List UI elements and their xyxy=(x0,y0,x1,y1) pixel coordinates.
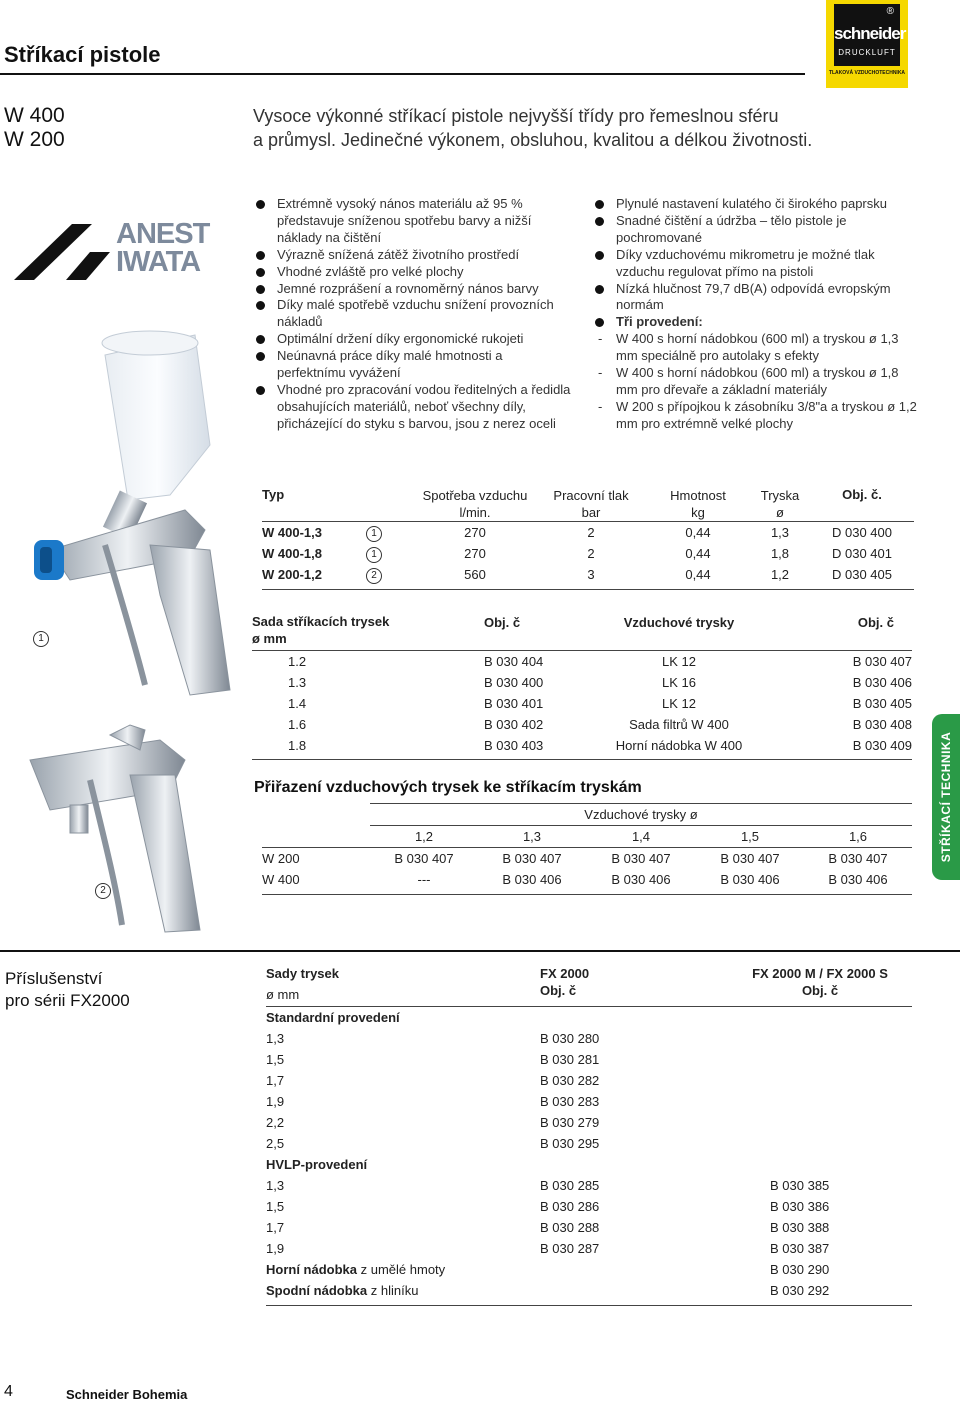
table-row: Spodní nádobka z hliníku B 030 292 xyxy=(266,1283,830,1298)
table-row: 1.3 B 030 400 LK 16 B 030 406 xyxy=(288,675,912,690)
section-side-tab: STŘÍKACÍ TECHNIKA xyxy=(932,714,960,880)
feature-list-right xyxy=(593,196,923,433)
page-number: 4 xyxy=(4,1383,13,1400)
accessories-title: Příslušenství pro sérii FX2000 xyxy=(5,969,130,1010)
col-header-order1: Obj. č xyxy=(484,615,521,630)
model-name-w400: W 400 xyxy=(4,104,65,127)
col-header-fx2000ms: FX 2000 M / FX 2000 S Obj. č xyxy=(752,966,888,998)
title-divider xyxy=(0,73,805,75)
col-header-nozzle: Tryska ø xyxy=(760,488,800,520)
figure-marker-2: 2 xyxy=(95,883,111,899)
table-row: 1,7 B 030 288 B 030 388 xyxy=(266,1220,830,1235)
col-header-pressure: Pracovní tlak bar xyxy=(553,488,629,520)
col-header-typ: Typ xyxy=(262,487,285,502)
col-header-order: Obj. č. xyxy=(842,487,882,502)
schneider-logo: ® schneider DRUCKLUFT TLAKOVÁ VZDUCHOTECHNIKA xyxy=(826,0,908,88)
col-header-set: Sada stříkacích trysek ø mm xyxy=(252,614,390,646)
list-item: Nízká hlučnost 79,7 dB(A) odpovídá evropským normám xyxy=(593,281,923,315)
list-item: Díky vzduchovému mikrometru je možné tlak vzduchu regulovat přímo na pistoli xyxy=(593,247,923,281)
product-subtitle: Vysoce výkonné stříkací pistole nejvyšší třídy pro řemeslnou sféru a průmysl. Jedinečné výkonem, obsluhou, kvalitou a délkou životnosti. xyxy=(253,106,813,150)
table-row: 1,9 B 030 283 xyxy=(266,1094,600,1109)
list-item: Extrémně vysoký nános materiálu až 95 % představuje sníženou spotřebu barvy a nižší náklady na čištění xyxy=(254,196,572,247)
spray-gun-w200-image xyxy=(10,720,250,940)
list-item: Snadné čištění a údržba – tělo pistole je pochromované xyxy=(593,213,923,247)
list-item: - W 200 s přípojkou k zásobníku 3/8"a a tryskou ø 1,2 mm pro extrémně velké plochy xyxy=(593,399,923,433)
section-divider xyxy=(0,950,960,952)
list-item: - W 400 s horní nádobkou (600 ml) a tryskou ø 1,8 mm pro dřevaře a základní materiály xyxy=(593,365,923,399)
list-item: Optimální držení díky ergonomické rukojeti xyxy=(254,331,572,348)
col-header-order2: Obj. č xyxy=(857,615,894,630)
table-row: 1,7 B 030 282 xyxy=(266,1073,600,1088)
table-row: 2,2 B 030 279 xyxy=(266,1115,600,1130)
list-item: Výrazně snížená zátěž životního prostředí xyxy=(254,247,572,264)
standard-heading: Standardní provedení xyxy=(266,1010,400,1025)
list-item: - W 400 s horní nádobkou (600 ml) a tryskou ø 1,3 mm speciálně pro autolaky s efekty xyxy=(593,331,923,365)
anest-iwata-logo: ANEST IWATA xyxy=(14,222,218,282)
feature-list-left xyxy=(254,196,572,433)
col-header-air: Vzduchové trysky xyxy=(623,615,735,630)
nozzle-table xyxy=(252,613,912,760)
table-row: 1.6 B 030 402 Sada filtrů W 400 B 030 408 xyxy=(288,717,912,732)
list-item: Jemné rozprášení a rovnoměrný nános barvy xyxy=(254,281,572,298)
list-item: Vhodné zvláště pro velké plochy xyxy=(254,264,572,281)
assignment-table xyxy=(262,803,912,895)
list-item: Vhodné pro zpracování vodou ředitelných a ředidla obsahujících materiálů, neboť všechny díly, přicházející do styku s barvou, jsou z nerez oceli xyxy=(254,382,572,433)
footer-brand: Schneider Bohemia xyxy=(66,1387,188,1402)
table-row: W 200-1,2 2 560 3 0,44 1,2 D 030 405 xyxy=(262,567,892,582)
list-item: Díky malé spotřebě vzduchu snížení provozních nákladů xyxy=(254,297,572,331)
assignment-title: Přiřazení vzduchových trysek ke stříkacím tryskám xyxy=(254,779,642,796)
col-header-set: Sady trysek ø mm xyxy=(266,966,339,1002)
accessories-table xyxy=(266,965,912,1306)
table-row: Horní nádobka z umělé hmoty B 030 290 xyxy=(266,1262,830,1277)
versions-heading: Tři provedení: xyxy=(593,314,923,331)
table-row: W 400 --- B 030 406 B 030 406 B 030 406 B 030 406 xyxy=(262,872,888,887)
page-title: Stříkací pistole xyxy=(4,42,161,67)
table-row: 1.4 B 030 401 LK 12 B 030 405 xyxy=(288,696,912,711)
col-header-air: Spotřeba vzduchu l/min. xyxy=(422,488,528,520)
col-header-weight: Hmotnost kg xyxy=(670,488,726,520)
column-headers: 1,2 1,3 1,4 1,5 1,6 xyxy=(414,829,868,844)
table-row: 1,9 B 030 287 B 030 387 xyxy=(266,1241,830,1256)
list-item: Plynulé nastavení kulatého či širokého paprsku xyxy=(593,196,923,213)
figure-marker-1: 1 xyxy=(33,631,49,647)
table-row: 2,5 B 030 295 xyxy=(266,1136,600,1151)
hvlp-heading: HVLP-provedení xyxy=(266,1157,368,1172)
spec-table xyxy=(262,487,914,590)
table-row: 1,3 B 030 280 xyxy=(266,1031,600,1046)
table-row: W 400-1,8 1 270 2 0,44 1,8 D 030 401 xyxy=(262,546,892,561)
table-row: 1.2 B 030 404 LK 12 B 030 407 xyxy=(252,651,912,673)
col-group-header: Vzduchové trysky ø xyxy=(370,804,912,826)
table-row: 1,5 B 030 286 B 030 386 xyxy=(266,1199,830,1214)
table-row: 1.8 B 030 403 Horní nádobka W 400 B 030 409 xyxy=(288,738,912,753)
table-row: 1,5 B 030 281 xyxy=(266,1052,600,1067)
table-row: W 200 B 030 407 B 030 407 B 030 407 B 030 407 B 030 407 xyxy=(262,848,912,870)
model-name-w200: W 200 xyxy=(4,128,65,151)
col-header-fx2000: FX 2000 Obj. č xyxy=(540,966,590,998)
list-item: Neúnavná práce díky malé hmotnosti a perfektnímu vyvážení xyxy=(254,348,572,382)
table-row: 1,3 B 030 285 B 030 385 xyxy=(266,1178,830,1193)
table-row: W 400-1,3 1 270 2 0,44 1,3 D 030 400 xyxy=(262,522,914,544)
